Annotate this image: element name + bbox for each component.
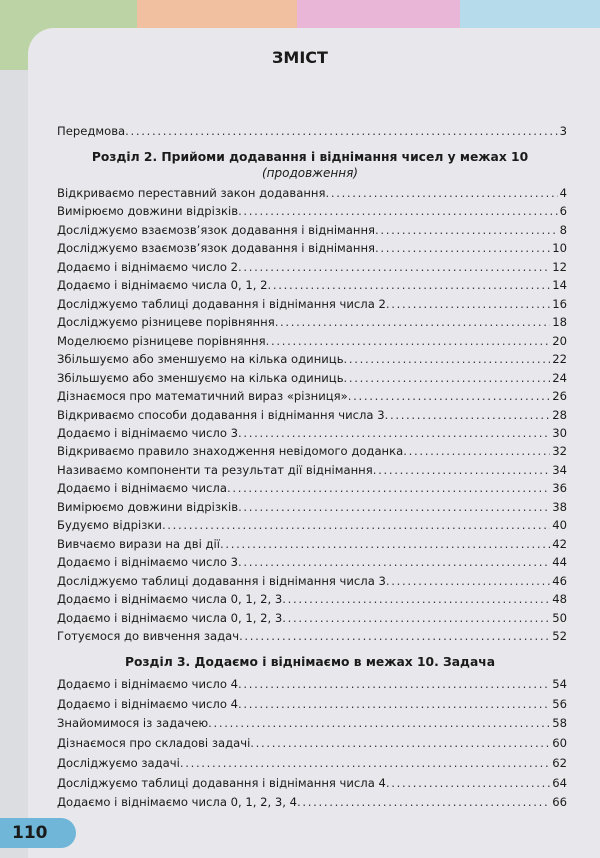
toc-entry-label: Відкриваємо правило знаходження невідомого доданка [57,444,404,459]
toc-entry [57,480,567,496]
toc-entry [57,735,567,751]
toc-entry-label: Досліджуємо задачі [57,755,180,770]
toc-entry-page: 40 [552,518,567,533]
leader-dots [282,610,550,626]
leader-dots [386,573,550,589]
leader-dots [375,240,550,256]
leader-dots [238,696,550,712]
toc-entry-page: 60 [552,736,567,751]
toc-entry-page: 22 [552,352,567,367]
toc-entry [57,314,567,330]
toc-entry [57,296,567,312]
leader-dots [238,259,550,275]
leader-dots [268,277,551,293]
toc-entry-page: 26 [552,389,567,404]
toc-entry-page: 38 [552,499,567,514]
leader-dots [344,370,551,386]
leader-dots [125,123,557,139]
toc-entry-label: Додаємо і віднімаємо числа [57,481,227,496]
toc-entry-label: Додаємо і віднімаємо число 4 [57,696,238,711]
toc-entry [57,794,567,810]
toc-entry-label: Відкриваємо переставний закон додавання [57,186,326,200]
toc-entry-page: 48 [552,592,567,607]
leader-dots [239,628,550,644]
toc-entry-page: 3 [559,124,567,138]
page-title: ЗМІСТ [272,48,328,67]
toc-entry-label: Дізнаємося про математичний вираз «різниця» [57,389,348,404]
toc-entry-label: Відкриваємо способи додавання і віднімання числа 3 [57,407,385,422]
leader-dots [238,425,550,441]
toc-entry [57,628,567,644]
toc-entry [57,591,567,607]
toc-entry-page: 18 [552,315,567,330]
leader-dots [297,794,550,810]
toc-entry [57,755,567,771]
toc-entry-page: 44 [552,555,567,570]
toc-entry [57,222,567,238]
toc-entry [57,676,567,692]
toc-entry-page: 4 [559,186,567,200]
toc-entry-page: 54 [552,677,567,691]
leader-dots [162,517,550,533]
toc-entry-page: 16 [552,296,567,311]
toc-entry-label: Додаємо і віднімаємо числа 0, 1, 2, 3 [57,610,283,625]
toc-entry-label: Називаємо компоненти та результат дії віднімання [57,462,373,477]
page-number: 110 [0,818,76,848]
toc-entry [57,517,567,533]
toc-entry [57,462,567,478]
toc-entry-page: 10 [552,241,567,256]
toc-entry-label: Передмова [57,124,126,138]
leader-dots [275,314,551,330]
toc-entry [57,240,567,256]
leader-dots [220,536,550,552]
toc-entry-page: 58 [552,716,567,731]
toc-entry-label: Досліджуємо взаємозв’язок додавання і віднімання [57,222,376,237]
toc-entry-page: 14 [552,278,567,293]
toc-entry [57,123,567,139]
leader-dots [180,755,550,771]
leader-dots [403,443,550,459]
toc-entry-label: Додаємо і віднімаємо числа 0, 1, 2 [57,278,268,293]
toc-entry-page: 32 [552,444,567,459]
toc-entry [57,610,567,626]
toc-entry-label: Дізнаємося про складові задачі [57,736,251,751]
toc-entry-page: 62 [552,755,567,770]
leader-dots [266,333,551,349]
leader-dots [386,775,550,791]
toc-entry [57,407,567,423]
toc-entry-page: 20 [552,333,567,348]
leader-dots [250,735,550,751]
toc-entry [57,259,567,275]
section-heading: Розділ 2. Прийоми додавання і віднімання чисел у межах 10 [91,150,529,164]
toc-entry-label: Досліджуємо взаємозв’язок додавання і віднімання [57,241,376,256]
toc-entry [57,185,567,201]
leader-dots [282,591,550,607]
toc-entry [57,203,567,219]
toc-entry-label: Додаємо і віднімаємо число 2 [57,259,238,274]
toc-entry-page: 28 [552,407,567,422]
toc-entry-label: Моделюємо різницеве порівняння [57,333,266,348]
toc-entry-page: 34 [552,462,567,477]
toc-entry-label: Досліджуємо таблиці додавання і віднімання числа 4 [57,775,386,790]
toc-entry-page: 36 [552,481,567,496]
toc-entry-page: 42 [552,536,567,551]
toc-entry-label: Додаємо і віднімаємо числа 0, 1, 2, 3, 4 [57,795,297,810]
toc-entry-label: Досліджуємо різницеве порівняння [57,315,275,330]
toc-entry-page: 30 [552,425,567,440]
leader-dots [238,676,550,692]
leader-dots [227,480,550,496]
toc-entry-label: Додаємо і віднімаємо число 3 [57,555,238,570]
toc-entry-page: 24 [552,370,567,385]
toc-entry-page: 12 [552,259,567,274]
toc-entry [57,333,567,349]
toc-entry-label: Додаємо і віднімаємо число 3 [57,425,238,440]
toc-entry-label: Вимірюємо довжини відрізків [57,499,239,514]
leader-dots [238,554,550,570]
toc-entry [57,499,567,515]
toc-entry [57,573,567,589]
toc-entry-page: 66 [552,795,567,810]
toc-entry [57,277,567,293]
leader-dots [238,499,550,515]
section-heading: Розділ 3. Додаємо і віднімаємо в межах 10. Задача [124,655,496,669]
section-subheading: (продовження) [262,166,358,180]
toc-entry-page: 46 [552,573,567,588]
leader-dots [373,462,551,478]
leader-dots [386,296,550,312]
toc-entry [57,775,567,791]
toc-entry [57,351,567,367]
toc-entry-page: 50 [552,610,567,625]
toc-entry-page: 6 [559,204,567,219]
toc-entry-page: 8 [559,222,567,237]
leader-dots [344,351,551,367]
toc-entry [57,554,567,570]
toc-entry [57,696,567,712]
toc-entry-label: Додаємо і віднімаємо числа 0, 1, 2, 3 [57,592,283,607]
leader-dots [325,185,557,201]
leader-dots [385,407,551,423]
toc-entry-label: Готуємося до вивчення задач [57,629,240,644]
leader-dots [375,222,558,238]
toc-entry-label: Досліджуємо таблиці додавання і віднімання числа 2 [57,296,386,311]
toc-entry [57,388,567,404]
toc-entry-label: Будуємо відрізки [57,518,162,533]
toc-entry-label: Знайомимося із задачею [57,716,209,731]
toc-entry [57,425,567,441]
toc-entry-label: Вимірюємо довжини відрізків [57,204,239,219]
leader-dots [348,388,550,404]
toc-entry [57,443,567,459]
toc-entry-label: Додаємо і віднімаємо число 4 [57,677,238,691]
toc-entry-label: Збільшуємо або зменшуємо на кілька одиниць [57,370,344,385]
leader-dots [238,203,558,219]
toc-entry-label: Досліджуємо таблиці додавання і віднімання числа 3 [57,573,386,588]
toc-entry-page: 52 [552,629,567,644]
toc-entry-page: 64 [552,775,567,790]
toc-entry [57,370,567,386]
leader-dots [208,715,550,731]
toc-entry-label: Вивчаємо вирази на дві дії [57,536,220,551]
toc-entry-page: 56 [552,696,567,711]
toc-entry [57,536,567,552]
toc-entry [57,715,567,731]
toc-entry-label: Збільшуємо або зменшуємо на кілька одиниць [57,352,344,367]
